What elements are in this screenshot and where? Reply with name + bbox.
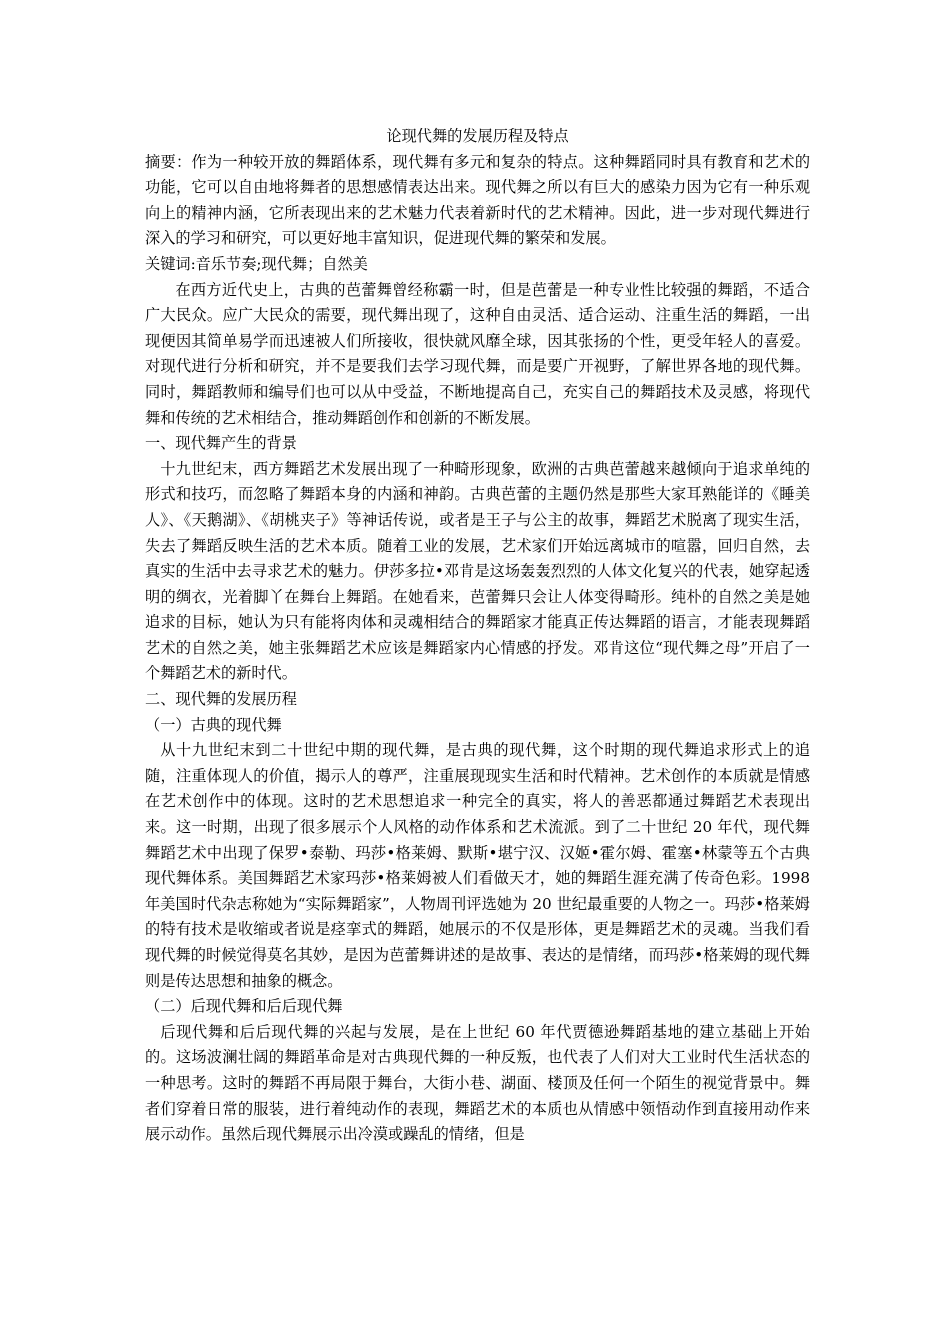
background-paragraph: 十九世纪末，西方舞蹈艺术发展出现了一种畸形现象，欧洲的古典芭蕾越来越倾向于追求单纯的形式和技巧，而忽略了舞蹈本身的内涵和神韵。古典芭蕾的主题仍然是那些大家耳熟能详的《睡美人》、《天鹅湖》、《胡桃夹子》等神话传说，或者是王子与公主的故事，舞蹈艺术脱离了现实生活，失去了舞蹈反映生活的艺术本质。随着工业的发展，艺术家们开始远离城市的喧嚣，回归自然，去真实的生活中去寻求艺术的魅力。伊莎多拉•邓肯是这场轰轰烈烈的人体文化复兴的代表，她穿起透明的绸衣，光着脚丫在舞台上舞蹈。在她看来，芭蕾舞只会让人体变得畸形。纯朴的自然之美是她追求的目标，她认为只有能将肉体和灵魂相结合的舞蹈家才能真正传达舞蹈的语言，才能表现舞蹈艺术的自然之美，她主张舞蹈艺术应该是舞蹈家内心情感的抒发。邓肯这位“现代舞之母”开启了一个舞蹈艺术的新时代。 <box>145 459 810 683</box>
subsection-heading-classical: （一）古典的现代舞 <box>145 715 282 734</box>
subsection-heading-postmodern: （二）后现代舞和后后现代舞 <box>145 997 343 1016</box>
section-heading-history: 二、现代舞的发展历程 <box>145 690 297 709</box>
postmodern-paragraph: 后现代舞和后后现代舞的兴起与发展，是在上世纪 60 年代贾德逊舞蹈基地的建立基础上开始的。这场波澜壮阔的舞蹈革命是对古典现代舞的一种反叛，也代表了人们对大工业时代生活状态的一种思考。这时的舞蹈不再局限于舞台，大街小巷、湖面、楼顶及任何一个陌生的视觉背景中。舞者们穿着日常的服装，进行着纯动作的表现，舞蹈艺术的本质也从情感中领悟动作到直接用动作来展示动作。虽然后现代舞展示出冷漠或躁乱的情绪，但是 <box>145 1022 810 1144</box>
abstract-paragraph: 摘要：作为一种较开放的舞蹈体系，现代舞有多元和复杂的特点。这种舞蹈同时具有教育和艺术的功能，它可以自由地将舞者的思想感情表达出来。现代舞之所以有巨大的感染力因为它有一种乐观向上的精神内涵，它所表现出来的艺术魅力代表着新时代的艺术精神。因此，进一步对现代舞进行深入的学习和研究，可以更好地丰富知识，促进现代舞的繁荣和发展。 <box>145 152 810 248</box>
keywords-line: 关键词:音乐节奏;现代舞；自然美 <box>145 254 368 273</box>
document-page <box>145 124 810 1148</box>
section-heading-background: 一、现代舞产生的背景 <box>145 434 297 453</box>
classical-paragraph: 从十九世纪末到二十世纪中期的现代舞，是古典的现代舞，这个时期的现代舞追求形式上的追随，注重体现人的价值，揭示人的尊严，注重展现现实生活和时代精神。艺术创作的本质就是情感在艺术创作中的体现。这时的艺术思想追求一种完全的真实，将人的善恶都通过舞蹈艺术表现出来。这一时期，出现了很多展示个人风格的动作体系和艺术流派。到了二十世纪 20 年代，现代舞舞蹈艺术中出现了保罗•泰勒、玛莎•格莱姆、默斯•堪宁汉、汉姬•霍尔姆、霍塞•林蒙等五个古典现代舞体系。美国舞蹈艺术家玛莎•格莱姆被人们看做天才，她的舞蹈生涯充满了传奇色彩。1998 年美国时代杂志称她为“实际舞蹈家”，人物周刊评选她为 20 世纪最重要的人物之一。玛莎•格莱姆的特有技术是收缩或者说是痉挛式的舞蹈，她展示的不仅是形体，更是舞蹈艺术的灵魂。当我们看现代舞的时候觉得莫名其妙，是因为芭蕾舞讲述的是故事、表达的是情绪，而玛莎•格莱姆的现代舞则是传达思想和抽象的概念。 <box>145 741 810 990</box>
document-title: 论现代舞的发展历程及特点 <box>386 127 569 145</box>
intro-paragraph: 在西方近代史上，古典的芭蕾舞曾经称霸一时，但是芭蕾是一种专业性比较强的舞蹈，不适合广大民众。应广大民众的需要，现代舞出现了，这种自由灵活、适合运动、注重生活的舞蹈，一出现便因其简单易学而迅速被人们所接收，很快就风靡全球，因其张扬的个性，更受年轻人的喜爱。对现代进行分析和研究，并不是要我们去学习现代舞，而是要广开视野，了解世界各地的现代舞。同时，舞蹈教师和编导们也可以从中受益，不断地提高自己，充实自己的舞蹈技术及灵感，将现代舞和传统的艺术相结合，推动舞蹈创作和创新的不断发展。 <box>145 280 810 427</box>
